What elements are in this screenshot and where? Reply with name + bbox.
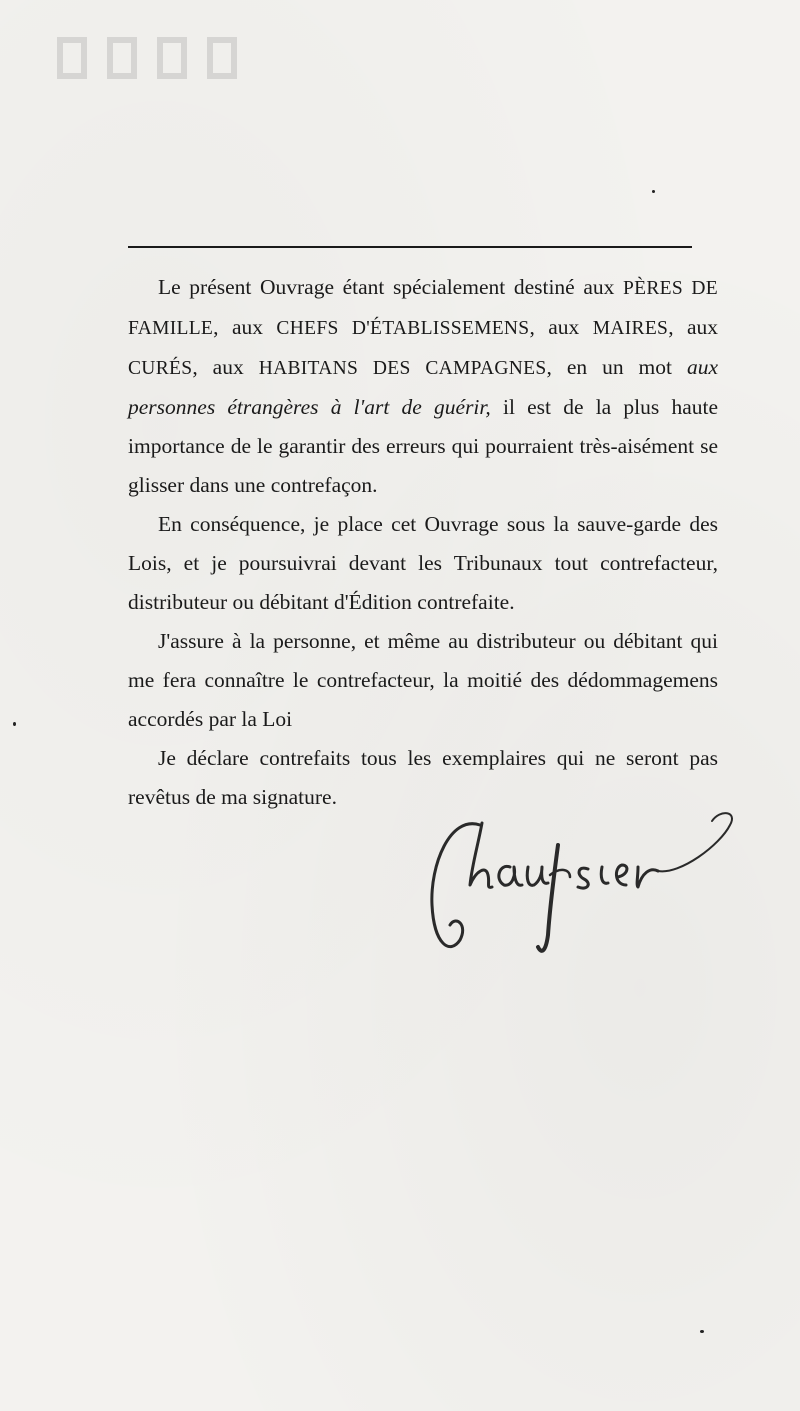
handwritten-signature bbox=[420, 805, 750, 965]
smallcaps-text: CURÉS bbox=[128, 358, 193, 379]
ink-speck bbox=[652, 190, 655, 193]
notice-paragraph-3: J'assure à la personne, et même au distributeur ou débitant qui me fera connaître le contrefacteur, la moitié des dédommagemens accordés par la Loi bbox=[128, 629, 718, 731]
horizontal-rule bbox=[128, 246, 692, 248]
notice-paragraph-4: Je déclare contrefaits tous les exemplaires qui ne seront pas revêtus de ma signature. bbox=[128, 746, 718, 809]
smallcaps-text: CHEFS D'ÉTABLISSEMENS bbox=[276, 318, 530, 339]
smallcaps-text: HABITANS DES CAMPAGNES bbox=[258, 358, 547, 379]
notice-paragraph-1: Le présent Ouvrage étant spécialement destiné aux PÈRES DE FAMILLE, aux CHEFS D'ÉTABLISSEMENS, aux MAIRES, aux CURÉS, aux HABITANS DES CAMPAGNES, en un mot aux personnes étrangères à l'art de guérir, il est de la plus haute importance de le garantir des erreurs qui pourraient très-aisément se glisser dans une contrefaçon. bbox=[128, 275, 719, 497]
show-through-ink bbox=[50, 20, 290, 90]
notice-paragraph-2: En conséquence, je place cet Ouvrage sous la sauve-garde des Lois, et je poursuivrai devant les Tribunaux tout contrefacteur, distributeur ou débitant d'Édition contrefaite. bbox=[128, 512, 718, 614]
smallcaps-text: PÈRES DE FAMILLE bbox=[128, 278, 719, 339]
italic-text: aux personnes étrangères à l'art de guérir, bbox=[128, 355, 719, 419]
notice-body bbox=[128, 268, 718, 817]
ink-speck bbox=[13, 722, 16, 726]
ink-speck bbox=[700, 1330, 704, 1333]
smallcaps-text: MAIRES bbox=[592, 318, 669, 339]
